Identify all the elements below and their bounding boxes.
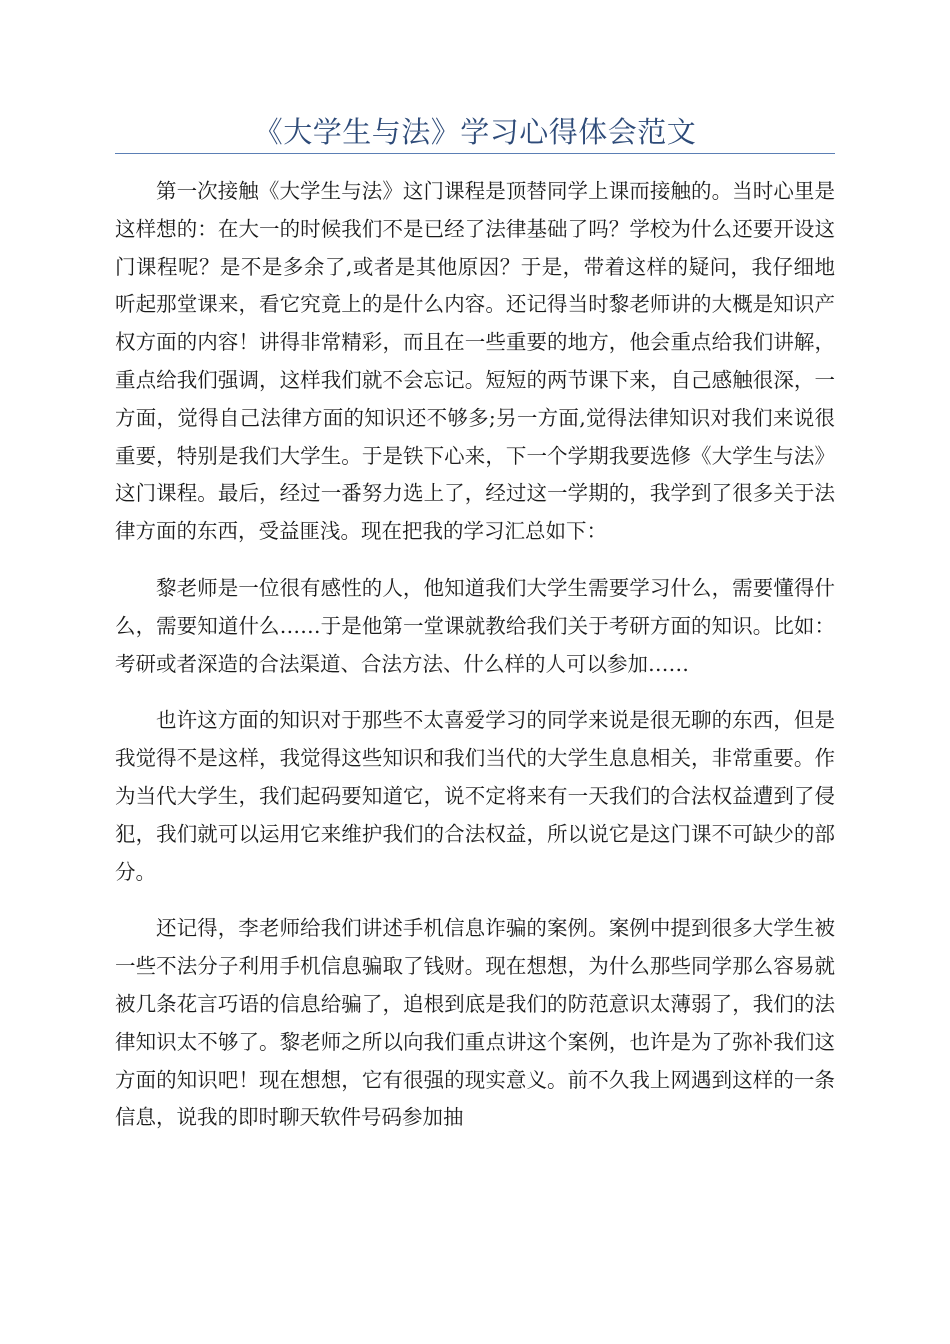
paragraph-2: 黎老师是一位很有感性的人，他知道我们大学生需要学习什么，需要懂得什么，需要知道什么……于是他第一堂课就教给我们关于考研方面的知识。比如：考研或者深造的合法渠道、合法方法、什么样的人可以参加…… (115, 575, 835, 676)
paragraph-3: 也许这方面的知识对于那些不太喜爱学习的同学来说是很无聊的东西，但是我觉得不是这样，我觉得这些知识和我们当代的大学生息息相关，非常重要。作为当代大学生，我们起码要知道它，说不定将来有一天我们的合法权益遭到了侵犯，我们就可以运用它来维护我们的合法权益，所以说它是这门课不可缺少的部分。 (115, 708, 835, 884)
title-underline (115, 153, 835, 154)
paragraph-1: 第一次接触《大学生与法》这门课程是顶替同学上课而接触的。当时心里是这样想的：在大一的时候我们不是已经了法律基础了吗？学校为什么还要开设这门课程呢？是不是多余了,或者是其他原因？于是，带着这样的疑问，我仔细地听起那堂课来，看它究竟上的是什么内容。还记得当时黎老师讲的大概是知识产权方面的内容！讲得非常精彩，而且在一些重要的地方，他会重点给我们讲解，重点给我们强调，这样我们就不会忘记。短短的两节课下来，自己感触很深，一方面，觉得自己法律方面的知识还不够多;另一方面,觉得法律知识对我们来说很重要，特别是我们大学生。于是铁下心来，下一个学期我要选修《大学生与法》这门课程。最后，经过一番努力选上了，经过这一学期的，我学到了很多关于法律方面的东西，受益匪浅。现在把我的学习汇总如下： (115, 179, 835, 544)
document-body (115, 173, 835, 1156)
document-title: 《大学生与法》学习心得体会范文 (253, 115, 697, 149)
paragraph-4: 还记得，李老师给我们讲述手机信息诈骗的案例。案例中提到很多大学生被一些不法分子利用手机信息骗取了钱财。现在想想，为什么那些同学那么容易就被几条花言巧语的信息给骗了，追根到底是我们的防范意识太薄弱了，我们的法律知识太不够了。黎老师之所以向我们重点讲这个案例，也许是为了弥补我们这方面的知识吧！现在想想，它有很强的现实意义。前不久我上网遇到这样的一条信息，说我的即时聊天软件号码参加抽 (115, 916, 835, 1130)
